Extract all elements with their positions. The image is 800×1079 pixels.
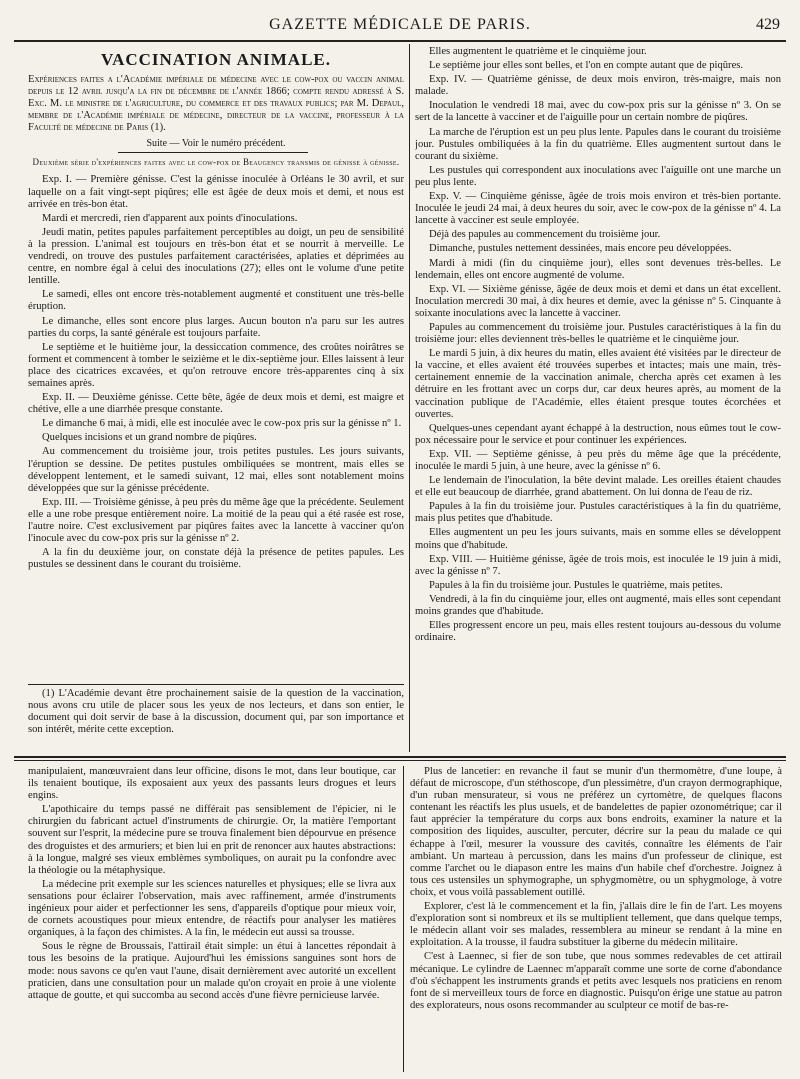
- left-column-body: [28, 174, 404, 571]
- paragraph: Le samedi, elles ont encore très-notablement augmenté et constituent une très-belle éruption.: [28, 289, 404, 313]
- paragraph: Exp. III. — Troisième génisse, à peu près du même âge que la précédente. Seulement elle a une robe presque entièrement noire. La moitié de la peau qui a été rasée est rose, l'autre noire. C'est exclusivement par piqûres faites avec la lancette à vacciner qu'on l'inocule avec du cow-pox pris sur la génisse nº 2.: [28, 496, 404, 545]
- paragraph: Exp. VI. — Sixième génisse, âgée de deux mois et demi et dans un état excellent. Inoculation mercredi 30 mai, à dix heures et demie, avec la génisse nº 5. Cinquante à soixante inoculations avec la lancette à vacciner.: [415, 283, 781, 319]
- feuilleton-left-column: [28, 766, 396, 1074]
- paragraph: Les pustules qui correspondent aux inoculations avec l'aiguille ont une marche un peu plus lente.: [415, 164, 781, 188]
- paragraph: Au commencement du troisième jour, trois petites pustules. Les jours suivants, l'éruption se dessine. De petites pustules ombiliquées se montrent, mais elles se développent lentement, et le samedi suivant, 12 mai, elles sont notablement moins développées que sur la génisse précédente.: [28, 446, 404, 494]
- paragraph: La marche de l'éruption est un peu plus lente. Papules dans le courant du troisième jour. Pustules ombiliquées à la fin du quatrième. Elles augmentent surtout dans le courant du sixième.: [415, 126, 781, 162]
- paragraph: C'est à Laennec, si fier de son tube, que nous sommes redevables de cet attirail mécanique. Le cylindre de Laennec m'apparaît comme une sorte de corne d'abondance d'où s'échappent les instruments grands et petits avec lesquels nos praticiens en renom font de si merveilleux tours de force en diagnostic. Puisqu'on érige une statue au patron des explorateurs, nous osons recommander au sculpteur ce motif de bas-re-: [410, 951, 782, 1011]
- paragraph: Mardi à midi (fin du cinquième jour), elles sont devenues très-belles. Le lendemain, elles ont encore augmenté de volume.: [415, 257, 781, 281]
- right-column: [415, 46, 781, 750]
- paragraph: Elles progressent encore un peu, mais elles restent toujours au-dessous du volume ordinaire.: [415, 620, 781, 644]
- paragraph: Elles augmentent un peu les jours suivants, mais en somme elles se développent moins que d'habitude.: [415, 527, 781, 551]
- footnote-rule: [28, 684, 404, 685]
- paragraph: Exp. I. — Première génisse. C'est la génisse inoculée à Orléans le 30 avril, et sur laquelle on a fait vingt-sept piqûres; elle est âgée de deux mois et demi, et nous est arrivée en très-bon état.: [28, 174, 404, 210]
- paragraph: Vendredi, à la fin du cinquième jour, elles ont augmenté, mais elles sont cependant moins grandes que d'habitude.: [415, 593, 781, 618]
- paragraph: Dimanche, pustules nettement dessinées, mais encore peu développées.: [429, 243, 732, 255]
- paragraph: Sous le règne de Broussais, l'attirail était simple: un étui à lancettes répondait à tous les besoins de la pratique. Aujourd'hui les émissions sanguines sont hors de mode: nous savons ce qu'en vaut l'aune, disait dernièrement avec autorité un excellent praticien, dans une consultation pour un malade qu'on croyait en proie à une violente attaque de goutte, et qui succomba au second accès d'une fièvre pernicieuse larvée.: [28, 941, 396, 1001]
- series-heading: Deuxième série d'expériences faites avec le cow-pox de Beaugency transmis de génisse à génisse.: [32, 157, 400, 168]
- paragraph: A la fin du deuxième jour, on constate déjà la présence de petites papules. Les pustules se dessinent dans le courant du troisième.: [28, 547, 404, 571]
- paragraph: La médecine prit exemple sur les sciences naturelles et physiques; elle se livra aux sensations pour éclairer l'observation, mais avec raffinement, armée d'instruments ingénieux pour aider et perfectionner les sens, d'appareils d'optique pour mieux voir, de cornets acoustiques pour mieux entendre, de réactifs pour analyser les matières organiques, à la façon des chimistes. A la fin, le médecin eut aussi sa trousse.: [28, 878, 396, 939]
- paragraph: Le septième et le huitième jour, la dessiccation commence, des croûtes noirâtres se forment et commencent à tomber le seizième et le dix-septième jour. Elles laissent à leur place des cicatrices excavées, et qu'on retrouve encore très-apparentes cinq à six semaines après.: [28, 341, 404, 389]
- paragraph: Papules au commencement du troisième jour. Pustules caractéristiques à la fin du troisième jour: elles deviennent très-belles le quatrième et le cinquième jour.: [415, 321, 781, 346]
- paragraph: Elles augmentent le quatrième et le cinquième jour.: [429, 46, 647, 57]
- footnote-text: (1) L'Académie devant être prochainement saisie de la question de la vaccination, nous avons cru utile de placer sous les yeux de nos lecteurs, et dans son entier, le document qui doit servir de base à la discussion, document qui, par son importance et son intérêt, mérite cette exception.: [28, 688, 404, 736]
- running-title: GAZETTE MÉDICALE DE PARIS.: [269, 16, 531, 33]
- paragraph: Exp. VIII. — Huitième génisse, âgée de trois mois, est inoculée le 19 juin à midi, avec la génisse nº 7.: [415, 553, 781, 577]
- paragraph: Le dimanche, elles sont encore plus larges. Aucun bouton n'a paru sur les autres parties du corps, la santé générale est toujours parfaite.: [28, 315, 404, 339]
- paragraph: Exp. II. — Deuxième génisse. Cette bête, âgée de deux mois et demi, est maigre et chétive, elle a une diarrhée presque constante.: [28, 392, 404, 416]
- paragraph: Le septième jour elles sont belles, et l'on en compte autant que de piqûres.: [429, 60, 744, 72]
- paragraph: Plus de lancetier: en revanche il faut se munir d'un thermomètre, d'une loupe, à défaut de microscope, d'un stéthoscope, d'un plessimètre, d'un crayon dermographique, d'un ruban mensurateur, si vous ne préférez un cyrtomètre, de quelques flacons contenant les réactifs les plus usuels, et de bandelettes de papier ozonométrique; car il faut apprécier la température du corps aux bons endroits, examiner la nature et la composition des liquides, ausculter, percuter, décrire sur la peau du malade ce qui échappe à l'œil, mesurer la voussure des cavités, connaître les éléments de l'air ambiant. Un marteau à percussion, dans les mains d'un professeur de clinique, est comme l'archet ou le diapason entre les mains d'un habile chef d'orchestre. Joignez à tous ces ustensiles un sphymographe, un sphygmomètre, ou un sphygmologe, à votre choix, et vous voilà passablement outillé.: [410, 766, 782, 898]
- paragraph: Le lendemain de l'inoculation, la bête devint malade. Les oreilles étaient chaudes et elle eut beaucoup de diarrhée, grand abattement. On lui donna de l'eau de riz.: [415, 475, 781, 499]
- paragraph: manipulaient, manœuvraient dans leur officine, disons le mot, dans leur boutique, car ils tenaient boutique, ils exposaient aux yeux des passants leurs drogues et leurs engins.: [28, 766, 396, 802]
- paragraph: Quelques-unes cependant ayant échappé à la destruction, nous eûmes tout le cow-pox nécessaire pour le service et pour continuer les expériences.: [415, 422, 781, 446]
- left-column: [28, 46, 404, 682]
- footnote: [28, 688, 404, 748]
- paragraph: Déjà des papules au commencement du troisième jour.: [429, 229, 661, 241]
- feuilleton-rule: [14, 756, 786, 758]
- article-title: VACCINATION ANIMALE.: [100, 50, 331, 69]
- paragraph: Papules à la fin du troisième jour. Pustules caractéristiques à la fin du quatrième, mais plus petites que d'habitude.: [415, 501, 781, 525]
- continuation-note: Suite — Voir le numéro précédent.: [146, 138, 286, 150]
- paragraph: Exp. VII. — Septième génisse, à peu près du même âge que la précédente, inoculée le mardi 5 juin, à une heure, avec la génisse nº 6.: [415, 448, 781, 472]
- header-rule: [14, 40, 786, 42]
- paragraph: Explorer, c'est là le commencement et la fin, j'allais dire le fin de l'art. Les moyens d'exploration sont si nombreux et ils se multiplient tellement, que dans quelque temps, le médecin allant voir ses malades, ressemblera au mineur se rendant à la mine en exploitation. A la trousse, il faudra substituer la giberne du médecin militaire.: [410, 901, 782, 949]
- paragraph: L'apothicaire du temps passé ne différait pas sensiblement de l'épicier, ni le chirurgien du fabricant actuel d'instruments de chirurgie. Or, la matière l'emportant souvent sur l'esprit, la médecine pure se trouva finalement bien dépourvue en présence des droguistes et des armuriers; et bien lui en prit de renoncer aux hautes abstractions: à la longue, malgré ses vieux emblèmes symboliques, on aurait pu la confondre avec la théologie ou la métaphysique.: [28, 804, 396, 876]
- paragraph: Jeudi matin, petites papules parfaitement perceptibles au doigt, un peu de sensibilité à la pression. L'animal est toujours en très-bon état et se nourrit à merveille. Le vendredi, on trouve des pustules parfaitement caractérisées, aplaties et déprimées au centre, en nombre égal à celui des inoculations (27); elles ont le volume d'une petite lentille.: [28, 226, 404, 287]
- feuilleton-right-column: [410, 766, 782, 1074]
- paragraph: Exp. V. — Cinquième génisse, âgée de trois mois environ et très-bien portante. Inoculée le jeudi 24 mai, à deux heures du soir, avec le cow-pox de la génisse nº 4. La lancette à vacciner est seule employée.: [415, 191, 781, 227]
- page-number: 429: [756, 16, 780, 33]
- paragraph: Inoculation le vendredi 18 mai, avec du cow-pox pris sur la génisse nº 3. On se sert de la lancette à vacciner et de l'aiguille pour un certain nombre de piqûres.: [415, 100, 781, 124]
- column-rule: [409, 44, 410, 752]
- page-header: [0, 14, 800, 38]
- paragraph: Exp. IV. — Quatrième génisse, de deux mois environ, très-maigre, mais non malade.: [415, 74, 781, 98]
- article-intro: Expériences faites a l'Académie impériale de médecine avec le cow-pox ou vaccin animal depuis le 12 avril jusqu'a la fin de décembre de l'année 1866; compte rendu adressé à S. Exc. M. le ministre de l'agriculture, du commerce et des travaux publics; par M. Depaul, membre de l'Académie impériale de médecine, directeur de la vaccine, professeur à la Faculté de médecine de Paris (1).: [28, 74, 404, 134]
- paragraph: Le dimanche 6 mai, à midi, elle est inoculée avec le cow-pox pris sur la génisse nº 1.: [42, 418, 402, 430]
- paragraph: Papules à la fin du troisième jour. Pustules le quatrième, mais petites.: [429, 579, 723, 591]
- paragraph: Quelques incisions et un grand nombre de piqûres.: [42, 432, 257, 444]
- paragraph: Le mardi 5 juin, à dix heures du matin, elles avaient été visitées par le directeur de la vaccine, et elles avaient été trouvées superbes et intactes; mais une main, très-certainement ennemie de la vaccination animale, chercha après cet examen à les détruire en les frottant avec un corps dur, car deux heures après, au moment de la vaccination publique de l'Académie, elles étaient presque toutes écorchées et ouvertes.: [415, 348, 781, 420]
- paragraph: Mardi et mercredi, rien d'apparent aux points d'inoculations.: [42, 212, 298, 224]
- feuilleton-column-rule: [403, 766, 404, 1072]
- section-rule: [118, 152, 308, 153]
- feuilleton-rule-thin: [14, 760, 786, 761]
